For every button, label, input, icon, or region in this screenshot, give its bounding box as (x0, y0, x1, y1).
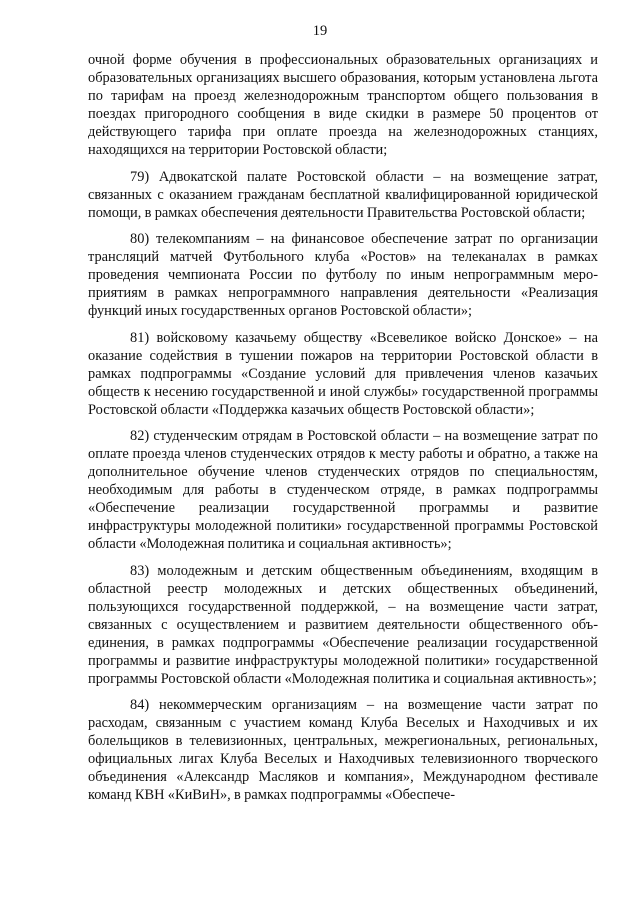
paragraph-item-80: 80) телекомпаниям – на финансовое обеспечение затрат по организации трансляций матчей Футбольного клуба «Ростов» на телеканалах в рамках проведения чемпионата России по футболу по иным непрограммным мероприятиям в рамках непрограммного направления деятельности «Реализация функций иных государственных органов Ростовской области»; (88, 231, 598, 319)
paragraph-item-79: 79) Адвокатской палате Ростовской области – на возмещение затрат, связанных с оказанием гражданам бесплатной квалифицированной юридической помощи, в рамках обеспечения деятельности Правительства Ростовской области; (88, 168, 598, 221)
document-body (88, 51, 598, 813)
paragraph-item-82: 82) студенческим отрядам в Ростовской области – на возмещение затрат по оплате проезда членов студенческих отрядов к месту работы и обратно, а также на дополнительное обучение членов студенческих отрядов по специальностям, необходимым для работы в студенческом отряде, в рамках подпрограммы «Обеспечение реализации государственной программы и развитие инфраструктуры молодежной политики» государственной программы Ростовской области «Молодежная политика и социальная активность»; (88, 428, 598, 552)
paragraph-item-81: 81) войсковому казачьему обществу «Всевеликое войско Донское» – на оказание содействия в тушении пожаров на территории Ростовской области в рамках подпрограммы «Создание условий для привлечения членов казачьих обществ к несению государственной и иной службы» государственной программы Ростовской области «Поддержка казачьих обществ Ростовской области»; (88, 329, 598, 418)
paragraph-continuation: очной форме обучения в профессиональных образовательных организациях и образовательных организациях высшего образования, которым установлена льгота по тарифам на проезд железнодорожным транспортом общего пользования в поездах пригородного сообщения в виде скидки в размере 50 процентов от действующего тарифа при оплате проезда на железнодорожных станциях, находящихся на территории Ростовской области; (88, 52, 598, 158)
page-number: 19 (312, 23, 328, 39)
paragraph-item-83: 83) молодежным и детским общественным объединениям, входящим в областной реестр молодежных и детских общественных объединений, пользующихся государственной поддержкой, – на возмещение части затрат, связанных с осуществлением и развитием деятельности общественного объединения, в рамках подпрограммы «Обеспечение реализации государственной программы и развитие инфраструктуры молодежной политики» государственной программы Ростовской области «Молодежная политика и социальная активность»; (88, 562, 598, 687)
paragraph-item-84: 84) некоммерческим организациям – на возмещение части затрат по расходам, связанным с участием команд Клуба Веселых и Находчивых и их болельщиков в телевизионных, центральных, межрегиональных, региональных, официальных лигах Клуба Веселых и Находчивых телевизионного творческого объединения «Александр Масляков и компания», Международном фестивале команд КВН «КиВиН», в рамках подпрограммы «Обеспече- (88, 697, 598, 803)
